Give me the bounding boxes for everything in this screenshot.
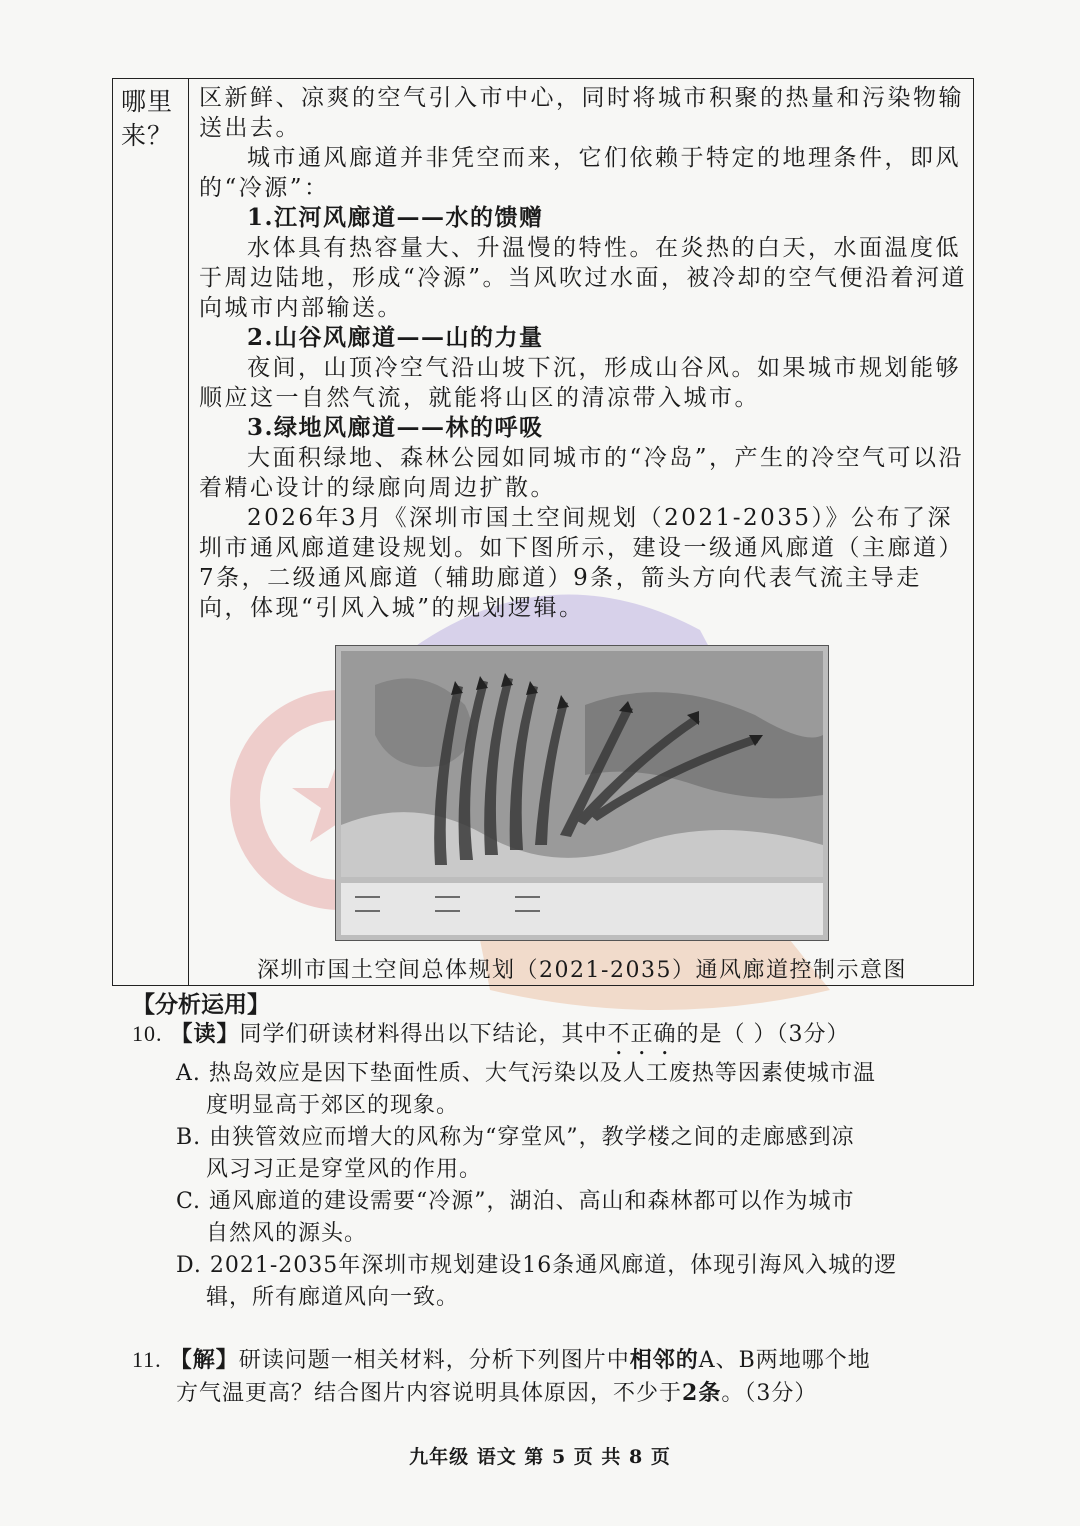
option-b-line1: B. 由狭管效应而增大的风称为“穿堂风”，教学楼之间的走廊感到凉 <box>176 1125 855 1150</box>
paragraph-2: 城市通风廊道并非凭空而来，它们依赖于特定的地理条件，即风的“冷源”： <box>199 145 961 201</box>
section-title: 【分析运用】 <box>132 992 270 1018</box>
option-b <box>176 1122 976 1186</box>
question-11-line2-part1: 方气温更高？结合图片内容说明具体原因，不少于 <box>176 1381 683 1406</box>
question-11 <box>132 1344 982 1410</box>
question-11-line2-part2: 。（3分） <box>721 1381 818 1406</box>
question-11-tag: 【解】 <box>169 1347 239 1373</box>
option-a-line2: 度明显高于郊区的现象。 <box>206 1093 460 1118</box>
paragraph-5: 大面积绿地、森林公园如同城市的“冷岛”，产生的冷空气可以沿着精心设计的绿廊向周边扩散。 <box>199 445 965 501</box>
table-content <box>199 83 969 623</box>
question-10-emphasis: 不正确 <box>607 1022 677 1047</box>
paragraph-3: 水体具有热容量大、升温慢的特性。在炎热的白天，水面温度低于周边陆地，形成“冷源”。当风吹过水面，被冷却的空气便沿着河道向城市内部输送。 <box>199 235 968 321</box>
question-11-part1: 研读问题一相关材料，分析下列图片中 <box>238 1348 630 1373</box>
option-d-line2: 辑，所有廊道风向一致。 <box>206 1285 460 1310</box>
question-10-stem-before: 同学们研读材料得出以下结论，其中 <box>239 1022 608 1047</box>
question-10 <box>132 1018 982 1060</box>
map-caption: 深圳市国土空间总体规划（2021-2035）通风廊道控制示意图 <box>257 958 907 983</box>
question-11-bold1: 相邻的 <box>629 1347 699 1373</box>
page-footer: 九年级 语文 第 5 页 共 8 页 <box>409 1446 671 1468</box>
option-b-line2: 风习习正是穿堂风的作用。 <box>206 1157 483 1182</box>
map-image <box>335 645 829 941</box>
question-11-bold2: 2条 <box>682 1380 722 1406</box>
question-11-number: 11. <box>132 1347 162 1372</box>
paragraph-1: 区新鲜、凉爽的空气引入市中心，同时将城市积聚的热量和污染物输送出去。 <box>199 85 964 141</box>
option-c <box>176 1186 976 1250</box>
heading-greenland: 3.绿地风廊道——林的呼吸 <box>247 414 544 441</box>
option-c-line1: C. 通风廊道的建设需要“冷源”，湖泊、高山和森林都可以作为城市 <box>176 1189 855 1214</box>
option-a <box>176 1058 976 1122</box>
question-10-tag: 【读】 <box>170 1021 240 1047</box>
side-label: 哪里来？ <box>121 87 174 150</box>
paragraph-6: 2026年3月《深圳市国土空间规划（2021-2035）》公布了深圳市通风廊道建设规划。如下图所示，建设一级通风廊道（主廊道）7条，二级通风廊道（辅助廊道）9条，箭头方向代表气流主导走向，体现“引风入城”的规划逻辑。 <box>199 505 964 621</box>
content-table <box>112 78 974 986</box>
question-10-number: 10. <box>132 1021 163 1046</box>
question-11-part2: A、B两地哪个地 <box>698 1348 871 1373</box>
ventilation-map <box>335 645 829 941</box>
option-a-line1: A. 热岛效应是因下垫面性质、大气污染以及人工废热等因素使城市温 <box>176 1061 876 1086</box>
option-d-line1: D. 2021-2035年深圳市规划建设16条通风廊道，体现引海风入城的逻 <box>176 1253 898 1278</box>
heading-river: 1.江河风廊道——水的馈赠 <box>247 204 544 231</box>
table-divider <box>188 79 189 985</box>
question-10-stem-after: 的是（ ）（3分） <box>676 1022 850 1047</box>
option-c-line2: 自然风的源头。 <box>206 1221 368 1246</box>
heading-valley: 2.山谷风廊道——山的力量 <box>247 324 544 351</box>
option-d <box>176 1250 976 1314</box>
paragraph-4: 夜间，山顶冷空气沿山坡下沉，形成山谷风。如果城市规划能够顺应这一自然气流，就能将山区的清凉带入城市。 <box>199 355 961 411</box>
